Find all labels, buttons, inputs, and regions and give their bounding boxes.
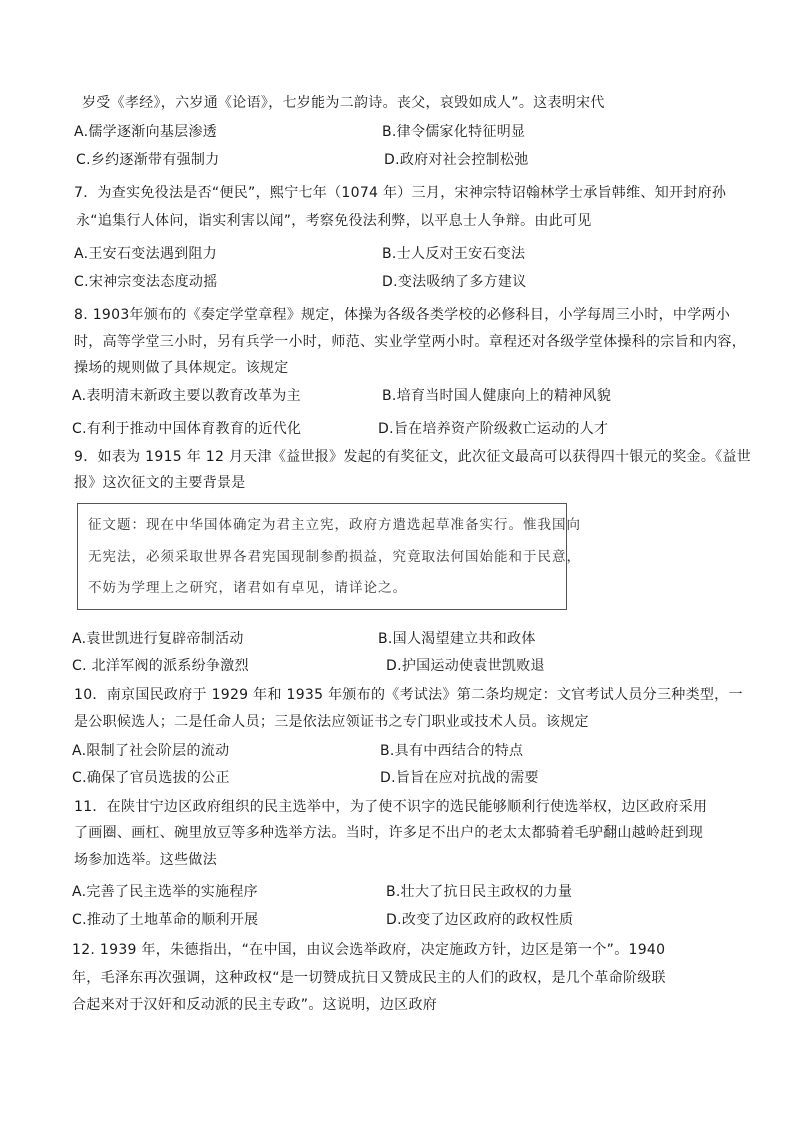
option-d[interactable]: D.政府对社会控制松弛: [384, 152, 529, 168]
question-9-text: 报》这次征文的主要背景是: [74, 475, 246, 491]
option-b[interactable]: B.国人渴望建立共和政体: [378, 631, 536, 647]
question-8-text: 8. 1903年颁布的《奏定学堂章程》规定，体操为各级各类学校的必修科目，小学每周三小时，中学两小: [74, 307, 731, 323]
question-12-text: 年，毛泽东再次强调，这种政权“是一切赞成抗日又赞成民主的人们的政权，是几个革命阶级联: [72, 970, 666, 986]
option-a[interactable]: A.儒学逐渐向基层渗透: [74, 124, 218, 140]
option-b[interactable]: B.律令儒家化特征明显: [382, 124, 526, 140]
option-d[interactable]: D.旨在培养资产阶级救亡运动的人才: [378, 421, 609, 437]
option-b[interactable]: B.具有中西结合的特点: [380, 743, 524, 759]
quote-line: 征文题：现在中华国体确定为君主立宪，政府方遣选起草准备实行。惟我国向: [88, 517, 581, 533]
question-12-text: 合起来对于汉奸和反动派的民主专政”。这说明，边区政府: [72, 997, 438, 1013]
question-11-text: 11．在陕甘宁边区政府组织的民主选举中，为了使不识字的选民能够顺利行使选举权，边区政府采用: [74, 799, 708, 815]
question-8-text: 操场的规则做了具体规定。该规定: [74, 360, 289, 376]
option-c[interactable]: C. 北洋军阀的派系纷争激烈: [72, 658, 249, 674]
quote-line: 不妨为学理上之研究，诸君如有卓见，请详论之。: [88, 580, 407, 596]
option-a[interactable]: A.王安石变法遇到阻力: [74, 246, 218, 262]
question-11-text: 场参加选举。这些做法: [74, 852, 217, 868]
option-c[interactable]: C.有利于推动中国体育教育的近代化: [72, 421, 302, 437]
question-7-text: 永“追集行人体问，诣实利害以闻”，考察免役法利弊，以平息士人争辩。由此可见: [76, 213, 592, 229]
option-a[interactable]: A.完善了民主选举的实施程序: [72, 884, 258, 900]
question-7-text: 7．为查实免役法是否“便民”，熙宁七年（1074 年）三月，宋神宗特诏翰林学士承旨韩维、知开封府孙: [74, 185, 727, 201]
option-c[interactable]: C.宋神宗变法态度动摇: [74, 274, 218, 290]
option-a[interactable]: A.表明清末新政主要以教育改革为主: [72, 388, 301, 404]
question-9-text: 9．如表为 1915 年 12 月天津《益世报》发起的有奖征文，此次征文最高可以获得四十银元的奖金。《益世: [74, 449, 752, 465]
question-11-text: 了画圈、画杠、碗里放豆等多种选举方法。当时，许多足不出户的老太太都骑着毛驴翻山越岭赶到现: [74, 825, 704, 841]
question-12-text: 12. 1939 年，朱德指出，“在中国，由议会选举政府，决定施政方针，边区是第一个”。1940: [72, 942, 666, 958]
question-10-text: 是公职候选人；二是任命人员；三是依法应领证书之专门职业或技术人员。该规定: [74, 714, 589, 730]
quote-line: 无宪法，必须采取世界各君宪国现制参酌损益，究竟取法何国始能和于民意，: [88, 549, 581, 565]
option-c[interactable]: C.推动了土地革命的顺利开展: [72, 912, 259, 928]
option-c[interactable]: C.乡约逐渐带有强制力: [76, 152, 220, 168]
option-d[interactable]: D.改变了边区政府的政权性质: [386, 912, 574, 928]
question-text: 岁受《孝经》，六岁通《论语》，七岁能为二韵诗。丧父，哀毁如成人”。这表明宋代: [82, 95, 605, 111]
option-b[interactable]: B.士人反对王安石变法: [382, 246, 526, 262]
question-10-text: 10．南京国民政府于 1929 年和 1935 年颁布的《考试法》第二条均规定：文官考试人员分三种类型，一: [74, 687, 743, 703]
option-a[interactable]: A.袁世凯进行复辟帝制活动: [72, 631, 244, 647]
option-d[interactable]: D.旨旨在应对抗战的需要: [380, 770, 539, 786]
option-d[interactable]: D.变法吸纳了多方建议: [382, 274, 527, 290]
question-8-text: 时，高等学堂三小时，另有兵学一小时，师范、实业学堂两小时。章程还对各级学堂体操科的宗旨和内容，: [74, 334, 747, 350]
option-b[interactable]: B.培育当时国人健康向上的精神风貌: [382, 388, 612, 404]
option-d[interactable]: D.护国运动使袁世凯败退: [386, 658, 545, 674]
option-a[interactable]: A.限制了社会阶层的流动: [72, 743, 230, 759]
option-b[interactable]: B.壮大了抗日民主政权的力量: [386, 884, 573, 900]
option-c[interactable]: C.确保了官员选拔的公正: [72, 770, 230, 786]
